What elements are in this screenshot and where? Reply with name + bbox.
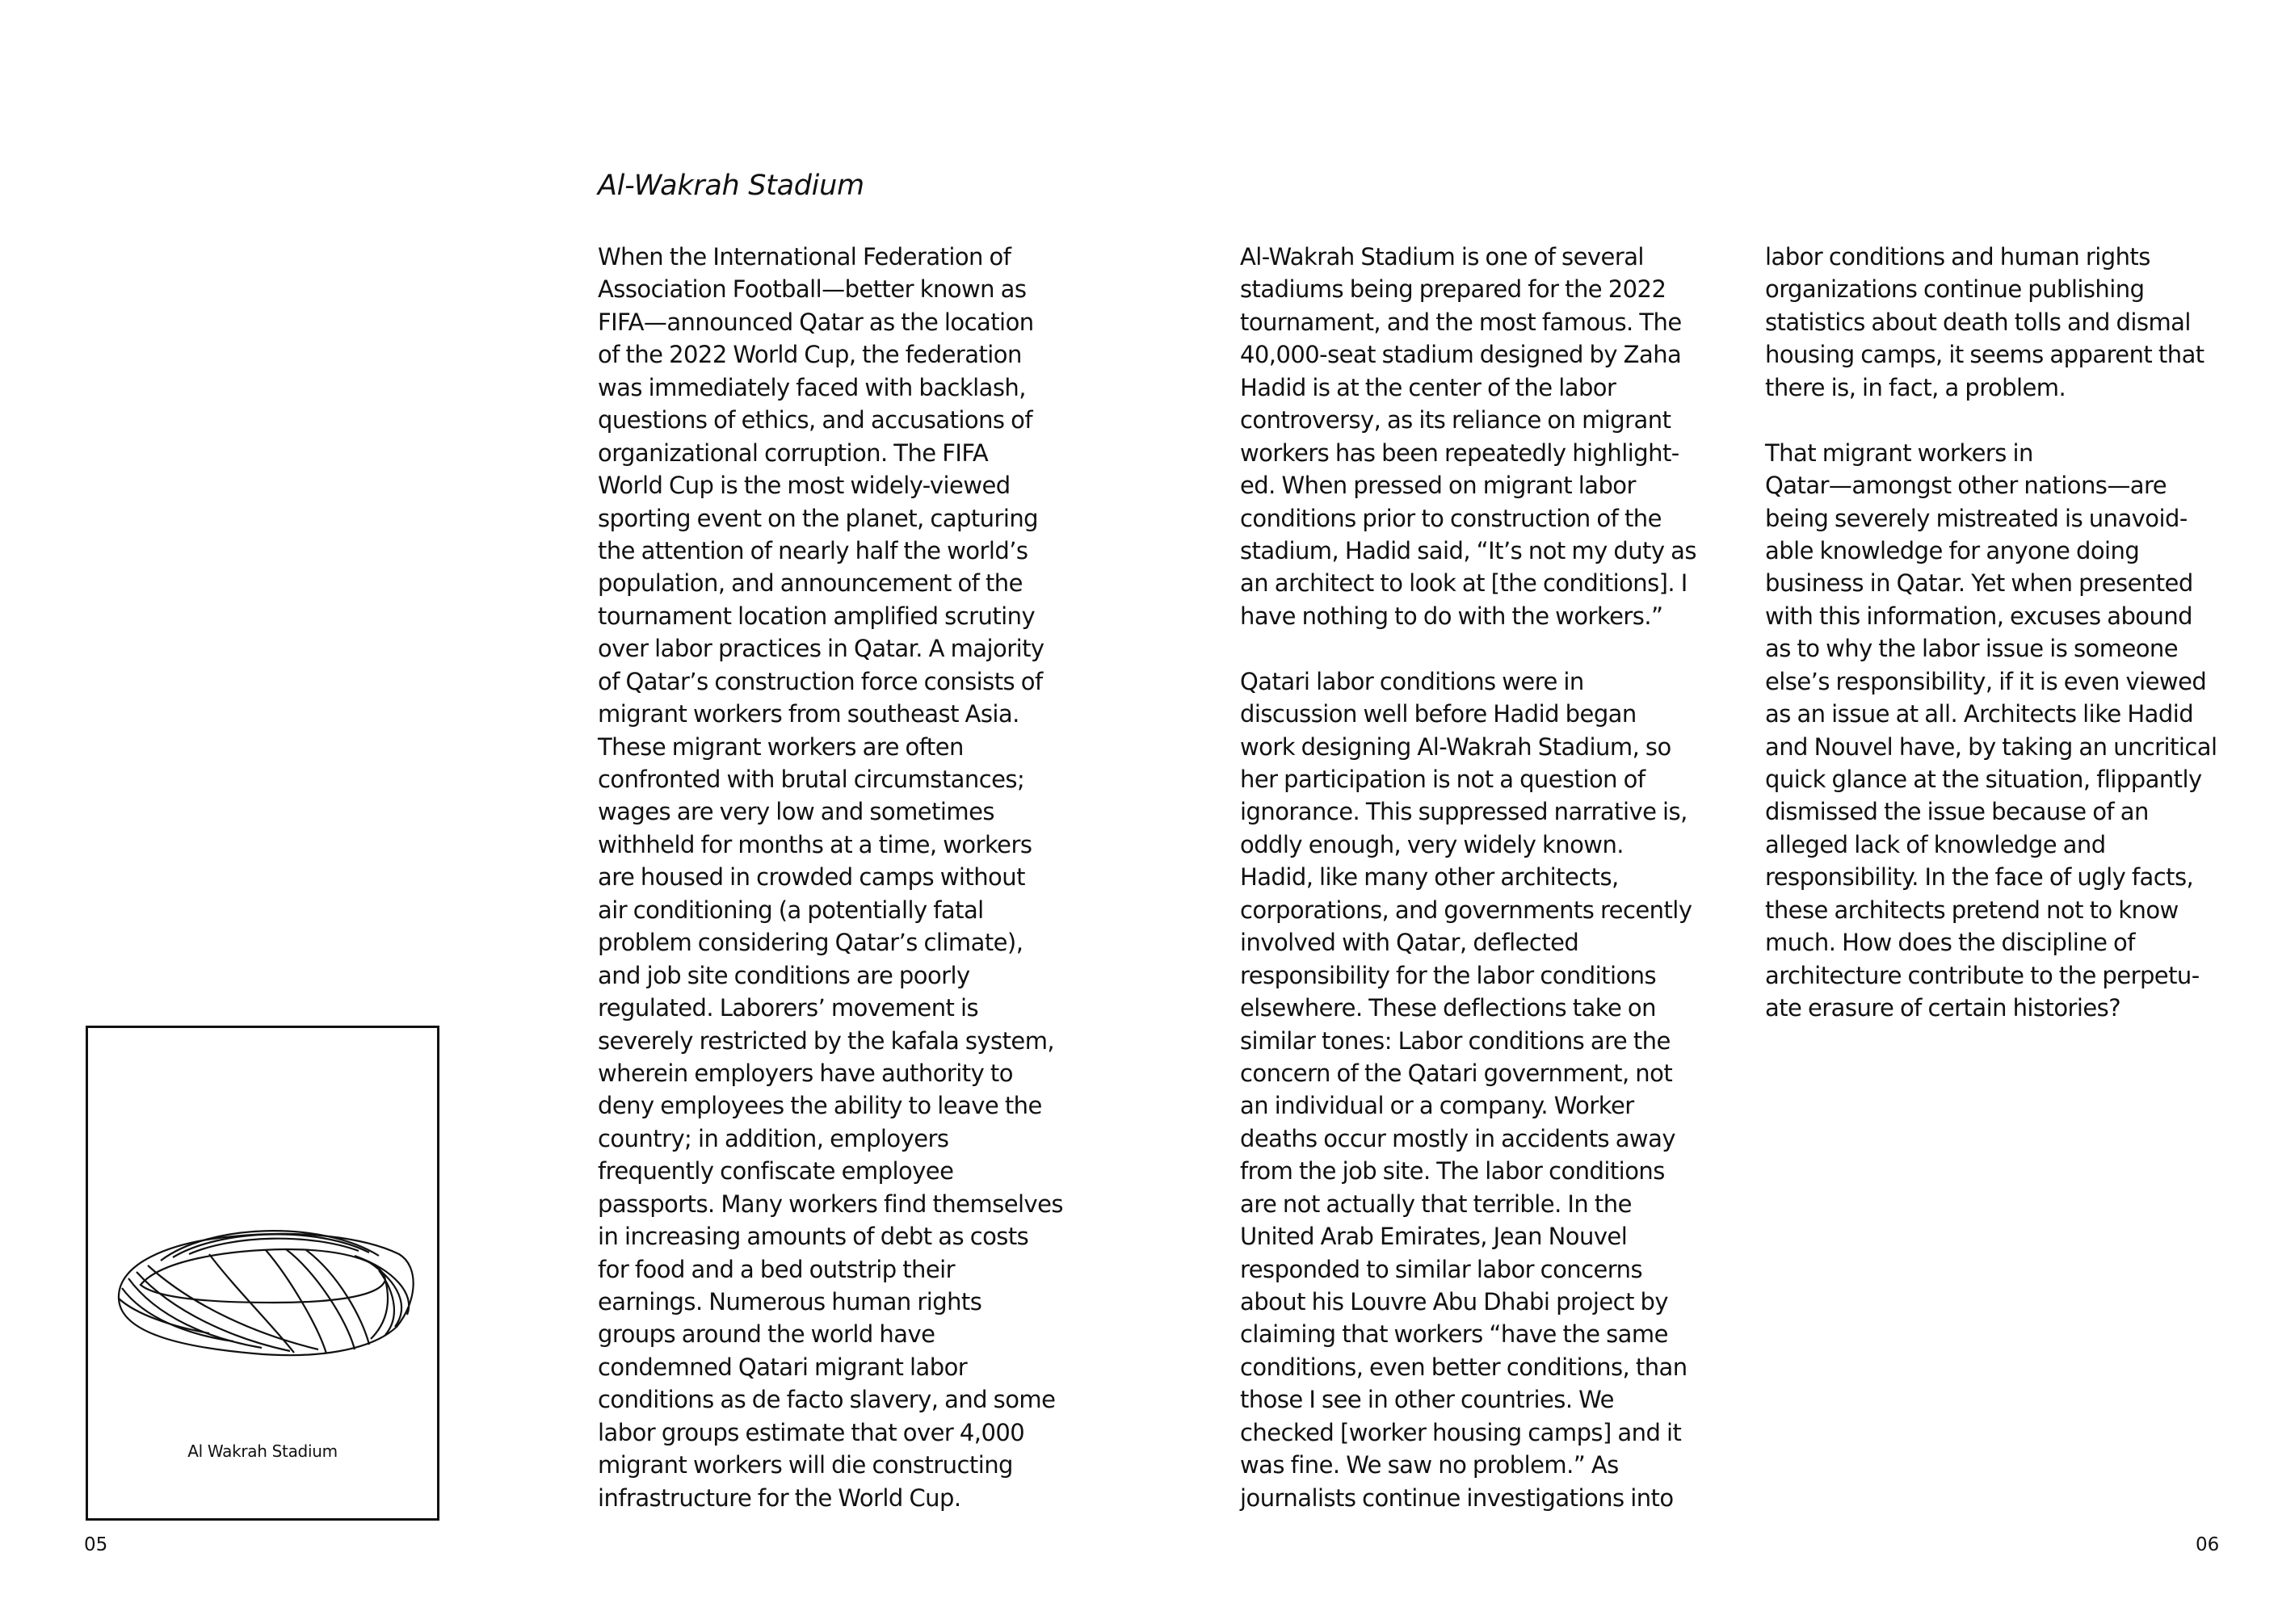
text-line: in increasing amounts of debt as costs xyxy=(598,1223,1029,1251)
text-line: ate erasure of certain histories? xyxy=(1765,994,2121,1022)
text-line: corporations, and governments recently xyxy=(1240,896,1692,924)
text-line: organizational corruption. The FIFA xyxy=(598,439,989,467)
text-line xyxy=(1240,632,1696,665)
body-column-3 xyxy=(1765,241,2217,1025)
text-line: there is, in fact, a problem. xyxy=(1765,373,2066,401)
text-line: elsewhere. These deflections take on xyxy=(1240,994,1656,1022)
text-line: Al-Wakrah Stadium is one of several xyxy=(1240,243,1644,271)
text-line: as to why the labor issue is someone xyxy=(1765,635,2179,663)
text-line: That migrant workers in xyxy=(1765,439,2033,467)
figure-frame xyxy=(86,1026,439,1521)
text-line: from the job site. The labor conditions xyxy=(1240,1157,1665,1185)
text-line: work designing Al-Wakrah Stadium, so xyxy=(1240,732,1671,761)
text-line: When the International Federation of xyxy=(598,243,1011,271)
article-title: Al-Wakrah Stadium xyxy=(598,170,864,202)
text-line: Qatari labor conditions were in xyxy=(1240,667,1584,695)
text-line: able knowledge for anyone doing xyxy=(1765,536,2140,564)
text-line: tournament location amplified scrutiny xyxy=(598,602,1036,630)
text-line: are housed in crowded camps without xyxy=(598,863,1025,892)
text-line: the attention of nearly half the world’s xyxy=(598,536,1028,564)
text-line: migrant workers from southeast Asia. xyxy=(598,700,1019,728)
text-line: much. How does the discipline of xyxy=(1765,929,2135,957)
text-line: these architects pretend not to know xyxy=(1765,896,2179,924)
text-line: have nothing to do with the workers.” xyxy=(1240,602,1663,630)
text-line: conditions as de facto slavery, and some xyxy=(598,1386,1056,1414)
text-line: similar tones: Labor conditions are the xyxy=(1240,1026,1671,1055)
text-line: responsibility. In the face of ugly facts, xyxy=(1765,863,2194,892)
text-line: statistics about death tolls and dismal xyxy=(1765,308,2191,336)
text-line: Hadid is at the center of the labor xyxy=(1240,373,1616,401)
text-line: earnings. Numerous human rights xyxy=(598,1288,982,1316)
text-line: else’s responsibility, if it is even viewed xyxy=(1765,667,2207,695)
body-column-1 xyxy=(598,241,1063,1514)
text-line: frequently confiscate employee xyxy=(598,1157,954,1185)
text-line: about his Louvre Abu Dhabi project by xyxy=(1240,1288,1669,1316)
text-line: involved with Qatar, deflected xyxy=(1240,929,1579,957)
text-line: an architect to look at [the conditions]. I xyxy=(1240,569,1687,598)
body-column-2 xyxy=(1240,241,1696,1514)
text-line: These migrant workers are often xyxy=(598,732,964,761)
text-line: conditions, even better conditions, than xyxy=(1240,1353,1687,1381)
text-line: claiming that workers “have the same xyxy=(1240,1320,1668,1349)
text-line: wherein employers have authority to xyxy=(598,1059,1013,1087)
text-line: workers has been repeatedly highlight- xyxy=(1240,439,1679,467)
text-line: discussion well before Hadid began xyxy=(1240,700,1637,728)
page-number-left: 05 xyxy=(84,1534,108,1555)
text-line: Hadid, like many other architects, xyxy=(1240,863,1619,892)
text-line: problem considering Qatar’s climate), xyxy=(598,929,1023,957)
text-line: alleged lack of knowledge and xyxy=(1765,830,2106,858)
text-line: ignorance. This suppressed narrative is, xyxy=(1240,798,1687,826)
text-line: those I see in other countries. We xyxy=(1240,1386,1614,1414)
text-line: oddly enough, very widely known. xyxy=(1240,830,1624,858)
text-line: as an issue at all. Architects like Hadid xyxy=(1765,700,2194,728)
text-line: of the 2022 World Cup, the federation xyxy=(598,341,1022,369)
text-line: passports. Many workers find themselves xyxy=(598,1190,1063,1218)
text-line: responded to similar labor concerns xyxy=(1240,1255,1643,1283)
text-line: conditions prior to construction of the xyxy=(1240,504,1662,532)
text-line: quick glance at the situation, flippantly xyxy=(1765,766,2202,793)
text-line: was immediately faced with backlash, xyxy=(598,373,1026,401)
text-line: migrant workers will die constructing xyxy=(598,1451,1013,1479)
text-line: questions of ethics, and accusations of xyxy=(598,406,1033,434)
text-line: air conditioning (a potentially fatal xyxy=(598,896,984,924)
text-line: country; in addition, employers xyxy=(598,1124,949,1152)
text-line: housing camps, it seems apparent that xyxy=(1765,341,2204,369)
text-line: her participation is not a question of xyxy=(1240,766,1645,793)
text-line: responsibility for the labor conditions xyxy=(1240,961,1657,989)
text-line: an individual or a company. Worker xyxy=(1240,1092,1634,1120)
text-line: journalists continue investigations into xyxy=(1240,1483,1674,1512)
text-line: condemned Qatari migrant labor xyxy=(598,1353,968,1381)
text-line: infrastructure for the World Cup. xyxy=(598,1483,961,1512)
text-line: severely restricted by the kafala system, xyxy=(598,1026,1055,1055)
text-line: over labor practices in Qatar. A majority xyxy=(598,635,1044,663)
text-line: groups around the world have xyxy=(598,1320,935,1349)
text-line: and Nouvel have, by taking an uncritical xyxy=(1765,732,2217,761)
text-line: for food and a bed outstrip their xyxy=(598,1255,956,1283)
text-line: labor groups estimate that over 4,000 xyxy=(598,1418,1025,1446)
text-line: business in Qatar. Yet when presented xyxy=(1765,569,2193,598)
text-line: Qatar—amongst other nations—are xyxy=(1765,472,2167,500)
text-line: stadiums being prepared for the 2022 xyxy=(1240,275,1666,304)
text-line: deaths occur mostly in accidents away xyxy=(1240,1124,1675,1152)
text-line: World Cup is the most widely-viewed xyxy=(598,472,1011,500)
text-line: controversy, as its reliance on migrant xyxy=(1240,406,1671,434)
text-line: checked [worker housing camps] and it xyxy=(1240,1418,1682,1446)
text-line: wages are very low and sometimes xyxy=(598,798,994,826)
text-line: Association Football—better known as xyxy=(598,275,1027,304)
stadium-line-drawing-icon xyxy=(112,1206,419,1367)
text-line: confronted with brutal circumstances; xyxy=(598,766,1025,793)
text-line: sporting event on the planet, capturing xyxy=(598,504,1039,532)
text-line: labor conditions and human rights xyxy=(1765,243,2150,271)
text-line: of Qatar’s construction force consists of xyxy=(598,667,1043,695)
text-line: United Arab Emirates, Jean Nouvel xyxy=(1240,1223,1628,1251)
text-line: tournament, and the most famous. The xyxy=(1240,308,1682,336)
text-line xyxy=(1765,404,2217,436)
text-line: architecture contribute to the perpetu- xyxy=(1765,961,2200,989)
text-line: FIFA—announced Qatar as the location xyxy=(598,308,1034,336)
text-line: withheld for months at a time, workers xyxy=(598,830,1032,858)
page-number-right: 06 xyxy=(2196,1534,2220,1555)
figure-caption: Al Wakrah Stadium xyxy=(187,1441,338,1461)
text-line: and job site conditions are poorly xyxy=(598,961,970,989)
text-line: being severely mistreated is unavoid- xyxy=(1765,504,2188,532)
text-line: concern of the Qatari government, not xyxy=(1240,1059,1673,1087)
text-line: 40,000-seat stadium designed by Zaha xyxy=(1240,341,1682,369)
text-line: deny employees the ability to leave the xyxy=(598,1092,1042,1120)
text-line: was fine. We saw no problem.” As xyxy=(1240,1451,1619,1479)
text-line: ed. When pressed on migrant labor xyxy=(1240,472,1636,500)
text-line: organizations continue publishing xyxy=(1765,275,2145,304)
text-line: regulated. Laborers’ movement is xyxy=(598,994,979,1022)
text-line: dismissed the issue because of an xyxy=(1765,798,2149,826)
text-line: population, and announcement of the xyxy=(598,569,1023,598)
text-line: stadium, Hadid said, “It’s not my duty as xyxy=(1240,536,1696,564)
text-line: with this information, excuses abound xyxy=(1765,602,2193,630)
text-line: are not actually that terrible. In the xyxy=(1240,1190,1632,1218)
